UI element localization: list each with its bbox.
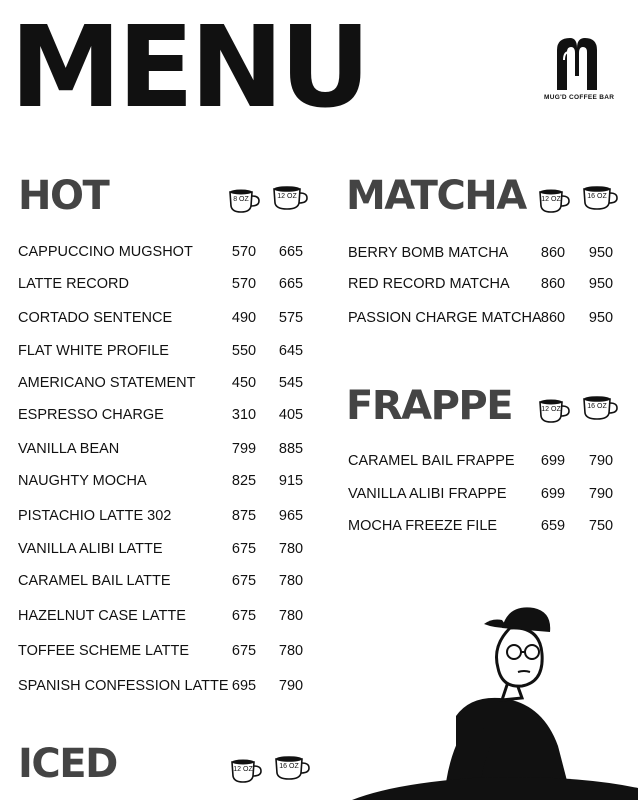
menu-item xyxy=(348,451,634,471)
cap-shape xyxy=(502,607,550,632)
item-price-large: 665 xyxy=(278,276,304,292)
item-price-small: 699 xyxy=(540,453,566,469)
menu-item xyxy=(18,676,318,696)
item-name: VANILLA BEAN xyxy=(18,441,120,457)
coffee-cup-icon xyxy=(226,186,262,214)
item-price-small: 699 xyxy=(540,486,566,502)
item-name: BERRY BOMB MATCHA xyxy=(348,245,509,261)
item-name: NAUGHTY MOCHA xyxy=(18,473,147,489)
item-name: LATTE RECORD xyxy=(18,276,129,292)
item-name: TOFFEE SCHEME LATTE xyxy=(18,643,190,659)
item-name: MOCHA FREEZE FILE xyxy=(348,518,498,534)
menu-item xyxy=(18,308,318,328)
item-price-small: 570 xyxy=(231,276,257,292)
menu-item xyxy=(348,308,634,328)
item-price-small: 860 xyxy=(540,276,566,292)
item-price-small: 860 xyxy=(540,245,566,261)
item-price-large: 965 xyxy=(278,508,304,524)
item-name: CAPPUCCINO MUGSHOT xyxy=(18,244,193,260)
menu-item xyxy=(18,373,318,393)
item-price-small: 825 xyxy=(231,473,257,489)
item-price-large: 780 xyxy=(278,573,304,589)
item-price-large: 750 xyxy=(588,518,614,534)
coffee-cup-icon xyxy=(582,393,618,421)
page-title: MENU xyxy=(10,3,367,133)
menu-item xyxy=(348,274,634,294)
item-price-small: 675 xyxy=(231,608,257,624)
item-price-small: 310 xyxy=(231,407,257,423)
item-price-small: 675 xyxy=(231,643,257,659)
item-name: CORTADO SENTENCE xyxy=(18,310,173,326)
item-name: VANILLA ALIBI FRAPPE xyxy=(348,486,507,502)
item-price-small: 450 xyxy=(231,375,257,391)
menu-item xyxy=(348,484,634,504)
cup-size-label: 16 OZ xyxy=(587,193,607,200)
item-price-large: 780 xyxy=(278,608,304,624)
coffee-cup-icon xyxy=(536,396,572,424)
cup-size-label: 8 OZ xyxy=(233,196,249,203)
menu-item xyxy=(18,606,318,626)
item-name: RED RECORD MATCHA xyxy=(348,276,510,292)
item-price-large: 950 xyxy=(588,245,614,261)
item-name: AMERICANO STATEMENT xyxy=(18,375,196,391)
item-price-large: 665 xyxy=(278,244,304,260)
coffee-cup-icon xyxy=(274,753,310,781)
item-price-small: 875 xyxy=(231,508,257,524)
mugd-logo-icon xyxy=(554,36,600,92)
cup-size-label: 12 OZ xyxy=(233,766,253,773)
cup-size-label: 16 OZ xyxy=(279,763,299,770)
item-price-small: 550 xyxy=(231,343,257,359)
menu-item xyxy=(18,571,318,591)
item-price-small: 490 xyxy=(231,310,257,326)
item-name: CARAMEL BAIL LATTE xyxy=(18,573,171,589)
item-price-small: 695 xyxy=(231,678,257,694)
menu-item xyxy=(18,506,318,526)
item-price-small: 570 xyxy=(231,244,257,260)
item-name: PISTACHIO LATTE 302 xyxy=(18,508,172,524)
menu-item xyxy=(18,539,318,559)
brand-name: MUG'D COFFEE BAR xyxy=(544,94,615,101)
item-name: VANILLA ALIBI LATTE xyxy=(18,541,163,557)
section-title-hot: HOT xyxy=(18,173,109,219)
item-price-large: 575 xyxy=(278,310,304,326)
item-price-small: 659 xyxy=(540,518,566,534)
coffee-cup-icon xyxy=(582,183,618,211)
item-price-large: 950 xyxy=(588,310,614,326)
item-price-large: 790 xyxy=(588,486,614,502)
item-price-large: 780 xyxy=(278,643,304,659)
item-name: CARAMEL BAIL FRAPPE xyxy=(348,453,515,469)
item-name: SPANISH CONFESSION LATTE xyxy=(18,678,229,694)
barista-illustration xyxy=(352,598,638,800)
item-price-large: 915 xyxy=(278,473,304,489)
item-price-large: 950 xyxy=(588,276,614,292)
item-price-large: 790 xyxy=(278,678,304,694)
item-name: HAZELNUT CASE LATTE xyxy=(18,608,186,624)
item-price-large: 780 xyxy=(278,541,304,557)
menu-item xyxy=(18,341,318,361)
cup-size-label: 12 OZ xyxy=(277,193,297,200)
brand-logo xyxy=(544,36,615,101)
cup-size-label: 12 OZ xyxy=(541,196,561,203)
item-name: FLAT WHITE PROFILE xyxy=(18,343,169,359)
item-price-large: 885 xyxy=(278,441,304,457)
section-title-frappe: FRAPPE xyxy=(346,383,513,429)
coffee-cup-icon xyxy=(228,756,264,784)
menu-item xyxy=(18,439,318,459)
menu-item xyxy=(18,242,318,262)
item-price-small: 799 xyxy=(231,441,257,457)
item-price-large: 545 xyxy=(278,375,304,391)
menu-item xyxy=(18,274,318,294)
menu-item xyxy=(348,516,634,536)
item-price-small: 675 xyxy=(231,541,257,557)
item-price-small: 860 xyxy=(540,310,566,326)
item-price-large: 790 xyxy=(588,453,614,469)
coffee-cup-icon xyxy=(536,186,572,214)
mouth-shape xyxy=(518,671,530,672)
coffee-cup-icon xyxy=(272,183,308,211)
item-price-small: 675 xyxy=(231,573,257,589)
item-name: ESPRESSO CHARGE xyxy=(18,407,164,423)
menu-item xyxy=(348,243,634,263)
menu-item xyxy=(18,471,318,491)
cup-size-label: 16 OZ xyxy=(587,403,607,410)
section-title-iced: ICED xyxy=(18,741,117,787)
lap-shape xyxy=(352,777,638,800)
item-name: PASSION CHARGE MATCHA xyxy=(348,310,542,326)
menu-item xyxy=(18,641,318,661)
cap-brim xyxy=(484,620,508,629)
menu-item xyxy=(18,405,318,425)
item-price-large: 645 xyxy=(278,343,304,359)
item-price-large: 405 xyxy=(278,407,304,423)
cup-size-label: 12 OZ xyxy=(541,406,561,413)
section-title-matcha: MATCHA xyxy=(346,173,526,219)
